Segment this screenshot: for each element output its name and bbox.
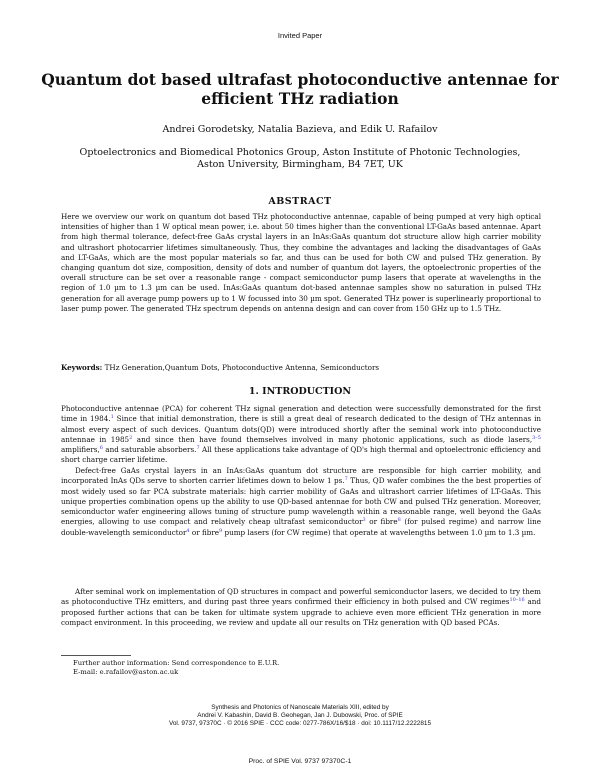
affiliation: [40, 147, 560, 171]
footer-line-1: Synthesis and Photonics of Nanoscale Materials XIII, edited by: [211, 704, 389, 711]
citation-link[interactable]: 3–5: [532, 434, 541, 441]
text-run: amplifiers,: [61, 445, 100, 455]
footnote-email: E-mail: e.rafailov@aston.ac.uk: [73, 668, 179, 676]
author-footnote: [73, 659, 533, 677]
author-list: Andrei Gorodetsky, Natalia Bazieva, and Edik U. Rafailov: [162, 124, 438, 135]
keywords: [61, 363, 541, 373]
citation-link[interactable]: 10–16: [509, 597, 525, 604]
section-heading-introduction: 1. INTRODUCTION: [248, 386, 352, 397]
citation-link[interactable]: 3: [362, 517, 366, 524]
footnote-line-1: Further author information: Send correspondence to E.U.R.: [73, 659, 280, 667]
citation-link[interactable]: 2: [129, 434, 133, 441]
text-run: pump lasers (for CW regime) that operate at wavelengths between 1.0 µm to 1.3 µm.: [222, 527, 536, 537]
publication-footer: [0, 704, 600, 727]
footer-line-2: Andrei V. Kabashin, David B. Geohegan, Jan J. Dubowski, Proc. of SPIE: [197, 711, 403, 719]
text-run: or fibre: [365, 517, 398, 527]
abstract-text: Here we overview our work on quantum dot based THz photoconductive antennae, capable of being pumped at very high optical intensities of higher than 1 W optical mean power, i.e. about 50 times higher than the conventional LT-GaAs based antennae. Apart from high thermal tolerance, defect-free GaAs crystal layers in an InAs:GaAs quantum dot structure allow high carrier mobility and ultrashort photocarrier lifetimes simultaneously. Thus, they combine the advantages and lacking the disadvantages of GaAs and LT-GaAs, which are the most popular materials so far, and thus can be used for both CW and pulsed THz generation. By changing quantum dot size, composition, density of dots and number of quantum dot layers, the optoelectronic properties of the overall structure can be set over a reasonable range - compact semiconductor pump lasers that operate at wavelengths in the region of 1.0 µm to 1.3 µm can be used. InAs:GaAs quantum dot-based antennae samples show no saturation in pulsed THz generation for all average pump powers up to 1 W focussed into 30 µm spot. Generated THz power is superlinearly proportional to laser pump power. The generated THz spectrum depends on antenna design and can cover from 150 GHz up to 1.5 THz.: [61, 212, 541, 313]
citation-link[interactable]: 6: [99, 445, 103, 452]
intro-paragraph-2: [61, 466, 541, 538]
page-number: Proc. of SPIE Vol. 9737 97370C-1: [248, 758, 352, 765]
text-run: and saturable absorbers.: [102, 445, 197, 455]
invited-paper-label: Invited Paper: [277, 31, 323, 40]
affiliation-line-1: Optoelectronics and Biomedical Photonics Group, Aston Institute of Photonic Technologies,: [79, 147, 521, 158]
text-run: Thus, QD wafer combines the the best properties of most widely used so far PCA substrate materials: high carrier mobility of GaAs and ultrashort carrier lifetimes of LT-GaAs. This unique properties combination opens up the ability to use QD-based antennae for both CW and pulsed THz generation. Moreover, semiconductor wafer engineering allows tuning of structure pump wavelength within a reasonable range, well beyond the GaAs energies, allowing to use compact and relatively cheap ultrafast semiconductor: [61, 476, 541, 527]
paper-title: Quantum dot based ultrafast photoconductive antennae for efficient THz radiation: [41, 70, 559, 108]
text-run: All these applications take advantage of QD's high thermal and optoelectronic efficiency and short charge carrier lifetime.: [61, 445, 541, 465]
footnote-divider: [61, 655, 131, 656]
text-run: Since that initial demonstration, there is still a great deal of research dedicated to the design of THz antennas in almost every aspect of such devices. Quantum dots(QD) were introduced shortly after the seminal work into photoconductive antennae in 1985: [61, 414, 541, 444]
citation-link[interactable]: 9: [219, 527, 223, 534]
footer-line-3: Vol. 9737, 97370C · © 2016 SPIE · CCC code: 0277-786X/16/$18 · doi: 10.1117/12.2222815: [168, 719, 432, 727]
text-run: or fibre: [189, 527, 220, 537]
text-run: and proposed further actions that can be taken for ultimate system upgrade to achieve even more efficient THz generation in more compact environment. In this proceeding, we review and update all our results on THz generation with QD based PCAs.: [61, 597, 541, 627]
citation-link[interactable]: 7: [344, 476, 348, 483]
citation-link[interactable]: 4: [186, 527, 190, 534]
keywords-label: Keywords:: [61, 363, 103, 372]
intro-paragraph-3: [61, 587, 541, 628]
text-run: Defect-free GaAs crystal layers in an InAs:GaAs quantum dot structure are responsible for high carrier mobility, and incorporated InAs QDs serve to shorten carrier lifetimes down to below 1 ps.: [61, 466, 541, 486]
intro-paragraph-1: [61, 404, 541, 466]
citation-link[interactable]: 8: [397, 517, 401, 524]
text-run: Photoconductive antennae (PCA) for coherent THz signal generation and detection were successfully demonstrated for the first time in 1984.: [61, 404, 541, 424]
affiliation-line-2: Aston University, Birmingham, B4 7ET, UK: [197, 159, 403, 170]
abstract-heading: ABSTRACT: [268, 196, 332, 207]
text-run: (for pulsed regime) and narrow line double-wavelength semiconductor: [61, 517, 541, 537]
citation-link[interactable]: 1: [110, 414, 114, 421]
text-run: and since then have found themselves involved in many photonic applications, such as diode lasers,: [132, 434, 533, 444]
keywords-text: THz Generation,Quantum Dots, Photoconductive Antenna, Semiconductors: [104, 363, 380, 372]
citation-link[interactable]: 7: [196, 445, 200, 452]
text-run: After seminal work on implementation of QD structures in compact and powerful semiconductor lasers, we decided to try them as photoconductive THz emitters, and during past three years confirmed their efficiency in both pulsed and CW regimes: [61, 587, 541, 607]
